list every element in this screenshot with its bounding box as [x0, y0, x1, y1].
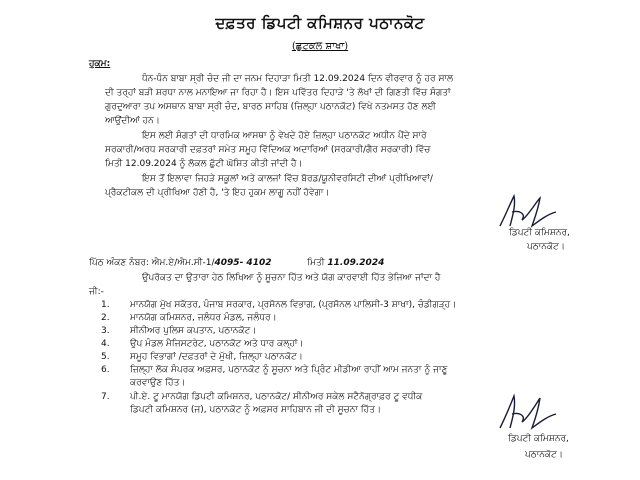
endorsement-salutation: ਜੀ:-: [89, 287, 104, 297]
signature1-place: ਪਠਾਨਕੋਟ।: [527, 242, 565, 252]
list-item-number: 5.: [101, 352, 110, 362]
para1-line1: ਧੰਨ-ਧੰਨ ਬਾਬਾ ਸ੍ਰੀ ਚੰਦ ਜੀ ਦਾ ਜਨਮ ਦਿਹਾੜਾ ਮਿਤੀ 12.09.2024 ਦਿਨ ਵੀਰਵਾਰ ਨੂੰ ਹਰ ਸਾਲ: [142, 74, 454, 84]
list-item-text: ਮਾਨਯੋਗ ਮੁੱਖ ਸਕੱਤਰ, ਪੰਜਾਬ ਸਰਕਾਰ, ਪ੍ਰਸੋਨਲ ਵਿਭਾਗ, (ਪ੍ਰਸੋਨਲ ਪਾਲਿਸੀ-3 ਸ਼ਾਖਾ), ਚੰਡੀਗੜ੍ਹ।: [130, 300, 457, 310]
signature-mark-2: [490, 392, 562, 432]
office-title: ਦਫ਼ਤਰ ਡਿਪਟੀ ਕਮਿਸ਼ਨਰ ਪਠਾਨਕੋਟ: [215, 14, 425, 32]
list-item-number: 7.: [101, 392, 110, 402]
para2-line3: ਮਿਤੀ 12.09.2024 ਨੂੰ ਲੋਕਲ ਛੁੱਟੀ ਘੋਸ਼ਿਤ ਕੀਤੀ ਜਾਂਦੀ ਹੈ।: [105, 159, 303, 169]
signature2-place: ਪਠਾਨਕੋਟ।: [525, 450, 563, 460]
list-item-text: ਸੀਨੀਅਰ ਪੁਲਿਸ ਕਪਤਾਨ, ਪਠਾਨਕੋਟ।: [130, 326, 257, 336]
signature1-designation: ਡਿਪਟੀ ਕਮਿਸ਼ਨਰ,: [509, 228, 570, 238]
para3-line2: ਪ੍ਰੈਕਟੀਕਲ ਦੀ ਪ੍ਰੀਖਿਆ ਹੋਣੀ ਹੈ, 'ਤੇ ਇਹ ਹੁਕਮ ਲਾਗੂ ਨਹੀਂ ਹੋਵੇਗਾ।: [105, 188, 330, 198]
para2-line2: ਸਰਕਾਰੀ/ਅਰਧ ਸਰਕਾਰੀ ਦਫ਼ਤਰਾਂ ਸਮੇਤ ਸਮੂਹ ਵਿੱਦਿਅਕ ਅਦਾਰਿਆਂ (ਸਰਕਾਰੀ/ਗੈਰ ਸਰਕਾਰੀ) ਵਿੱਚ: [105, 145, 431, 155]
list-item-text: ਸਮੂਹ ਵਿਭਾਗਾਂ /ਦਫ਼ਤਰਾਂ ਦੇ ਮੁੱਖੀ, ਜ਼ਿਲ੍ਹਾ ਪਠਾਨਕੋਟ।: [130, 352, 303, 362]
endorsement-date-label: ਮਿਤੀ: [307, 258, 325, 268]
para2-line1: ਇਸ ਲਈ ਸੰਗਤਾਂ ਦੀ ਧਾਰਮਿਕ ਆਸਥਾ ਨੂੰ ਵੇਖਦੇ ਹੋਏ ਜ਼ਿਲ੍ਹਾ ਪਠਾਨਕੋਟ ਅਧੀਨ ਪੈਂਦੇ ਸਾਰੇ: [142, 131, 427, 141]
list-item-text: ਜ਼ਿਲ੍ਹਾ ਲੋਕ ਸੰਪਰਕ ਅਫ਼ਸਰ, ਪਠਾਨਕੋਟ ਨੂੰ ਸੂਚਨਾ ਅਤੇ ਪ੍ਰਿੰਟ ਮੀਡੀਆ ਰਾਹੀਂ ਆਮ ਜਨਤਾ ਨੂੰ ਜਾਣੂ: [130, 365, 448, 375]
endorsement-prefix: ਪਿੱਠ ਅੰਕਣ ਨੰਬਰ: ਐਮ.ਏ/ਐਮ.ਸੀ-1/: [89, 258, 215, 268]
para3-line1: ਇਸ ਤੋਂ ਇਲਾਵਾ ਜਿਹੜੇ ਸਕੂਲਾਂ ਅਤੇ ਕਾਲਜਾਂ ਵਿੱਚ ਬੋਰਡ/ਯੂਨੀਵਰਸਿਟੀ ਦੀਆਂ ਪ੍ਰੀਖਿਆਵਾਂ/: [142, 174, 433, 184]
endorsement-number: 4095- 4102: [214, 258, 272, 268]
branch-subtitle: (ਛੁਟਕਲ ਸ਼ਾਖਾ): [291, 41, 349, 52]
list-item-continuation: ਕਰਵਾਉਣ ਹਿੱਤ।: [130, 378, 186, 388]
endorsement-line: [89, 257, 384, 269]
list-item: [101, 325, 621, 337]
list-item-number: 2.: [101, 313, 110, 323]
list-item-number: 3.: [101, 326, 110, 336]
list-item-text: ਮਾਨਯੋਗ ਕਮਿਸ਼ਨਰ, ਜਲੰਧਰ ਮੰਡਲ, ਜਲੰਧਰ।: [130, 313, 277, 323]
list-item-text: ਉਪ ਮੰਡਲ ਮੈਜਿਸਟਰੇਟ, ਪਠਾਨਕੋਟ ਅਤੇ ਧਾਰ ਕਲ੍ਹਾਂ।: [130, 339, 304, 349]
para1-line3: ਗੁਰਦੁਆਰਾ ਤਪ ਅਸਥਾਨ ਬਾਬਾ ਸ੍ਰੀ ਚੰਦ, ਬਾਰਠ ਸਾਹਿਬ (ਜ਼ਿਲ੍ਹਾ ਪਠਾਨਕੋਟ) ਵਿਖੇ ਨਤਮਸਤ ਹੋਣ ਲਈ: [105, 102, 436, 112]
list-item: [101, 364, 621, 376]
signature2-designation: ਡਿਪਟੀ ਕਮਿਸ਼ਨਰ,: [508, 434, 569, 444]
para1-line4: ਆਉਂਦੀਆਂ ਹਨ।: [105, 116, 160, 126]
para1-line2: ਦੀ ਤਰ੍ਹਾਂ ਬੜੀ ਸ਼ਰਧਾ ਨਾਲ ਮਨਾਇਆ ਜਾ ਰਿਹਾ ਹੈ। ਇਸ ਪਵਿੱਤਰ ਦਿਹਾੜੇ 'ਤੇ ਲੱਖਾਂ ਦੀ ਗਿਣਤੀ ਵਿੱਚ ਸੰਗਤਾਂ: [105, 88, 451, 98]
order-label: ਹੁਕਮ:: [89, 59, 111, 69]
endorsement-date: 11.09.2024: [327, 258, 385, 268]
list-item-text: ਪੀ.ਏ. ਟੂ ਮਾਨਯੋਗ ਡਿਪਟੀ ਕਮਿਸ਼ਨਰ, ਪਠਾਨਕੋਟ/ ਸੀਨੀਅਰ ਸਕੇਲ ਸਟੈਨੋਗ੍ਰਾਫ਼ਰ ਟੂ ਵਧੀਕ: [130, 392, 423, 402]
list-item-number: 1.: [101, 300, 110, 310]
list-item: [101, 351, 621, 363]
endorsement-intro: ਉਪਰੋਕਤ ਦਾ ਉਤਾਰਾ ਹੇਠ ਲਿਖਿਆ ਨੂੰ ਸੂਚਨਾ ਹਿੱਤ ਅਤੇ ਯੋਗ ਕਾਰਵਾਈ ਹਿੱਤ ਭੇਜਿਆ ਜਾਂਦਾ ਹੈ: [142, 273, 441, 283]
list-item-number: 6.: [101, 365, 110, 375]
signature-mark-1: [492, 192, 562, 230]
list-item: [101, 338, 621, 350]
list-item-number: 4.: [101, 339, 110, 349]
list-item-continuation: ਡਿਪਟੀ ਕਮਿਸ਼ਨਰ (ਜ), ਪਠਾਨਕੋਟ ਨੂੰ ਅਫ਼ਸਰ ਸਾਹਿਬਾਨ ਜੀ ਦੀ ਸੂਚਨਾ ਹਿੱਤ।: [130, 405, 382, 415]
list-item: [101, 312, 621, 324]
list-item: [101, 299, 621, 311]
